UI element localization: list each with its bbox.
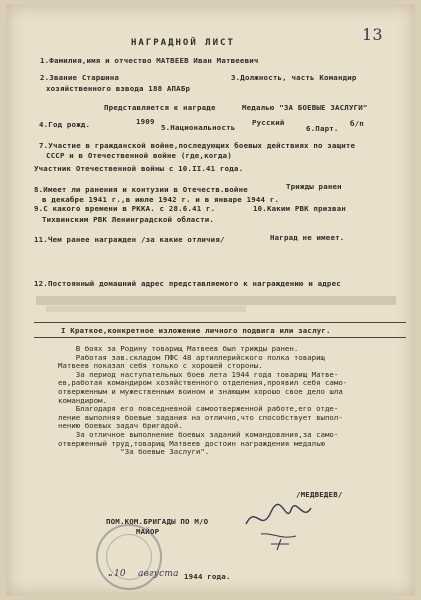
field-birth-year-label: 4.Год рожд. <box>39 120 91 129</box>
summary-heading: I Краткое,конкретное изложение личного подвига или заслуг. <box>61 326 331 335</box>
summary-top-rule <box>34 322 406 323</box>
field-previous-awards-label: 11.Чем ранее награжден /за какие отличия/ <box>34 235 225 244</box>
corner-page-number: 13 <box>362 25 383 44</box>
summary-bottom-rule <box>34 337 406 338</box>
field-birth-year-value: 1909 <box>136 117 155 126</box>
field-wounds-label: 8.Имеет ли ранения и контузии в Отечеств.войне <box>34 185 248 194</box>
signature-title-line2: МАЙОР <box>136 527 160 536</box>
field-draft-office-label: 10.Каким РВК призван <box>253 204 346 213</box>
field-service-history-1: 7.Участие в гражданской войне,последующих боевых действиях по защите <box>39 141 356 150</box>
award-sheet <box>6 4 415 596</box>
redacted-address-line-2 <box>46 306 246 312</box>
field-previous-awards-value: Наград не имеет. <box>270 233 345 242</box>
date-day: 10 <box>114 569 126 579</box>
field-home-address: 12.Постоянный домашний адрес представляемого к награждению и адрес <box>34 279 341 288</box>
nominated-label: Представляется к награде <box>104 103 216 112</box>
field-wounds-value: Трижды ранен <box>286 182 342 191</box>
field-rank: 2.Звание Старшина <box>40 73 120 82</box>
date-year: 1944 года. <box>184 572 231 581</box>
handwritten-signature <box>241 494 331 554</box>
field-service-history-value: Участник Отечественной войны с 10.II.41 года. <box>34 164 244 173</box>
date-month: августа <box>138 569 179 579</box>
field-nationality-label: 5.Национальность <box>161 123 236 132</box>
redacted-address-line <box>36 296 396 305</box>
field-full-name: 1.Фамилия,имя и отчество МАТВЕЕВ Иван Матвеевич <box>40 56 259 65</box>
field-position-continued: хозяйственного взвода 188 АПАБр <box>46 84 191 93</box>
field-wounds-dates: в декабре 1941 г.,в июле 1942 г. и в январе 1944 г. <box>42 195 280 204</box>
signature-name: /МЕДВЕДЕВ/ <box>296 490 343 499</box>
merit-description: В боях за Родину товарищ Матвеев был трижды ранен. Работая зав.складом ПФС 48 артиллерийского полка товарищ Матвеев показал себя только с хорошей стороны. За период наступательных боев лета 1944 года товарищ Матве- ев,работая командиром хозяйственного отделения,проявил себя само- отверженным и мужественным воином и знающим хорошо свое дело шла командиром. Благодаря его повседневной самоотверженной работе,его отде- ление выполняя боевые задания на отлично,что способствует выпол- нению боевых задач бригадой. За отличное выполнение боевых заданий командования,за само- отверженный труд,товарищ Матвеев достоин награждения медалью "За боевые Заслуги". <box>58 344 348 457</box>
nominated-award: Медалью "ЗА БОЕВЫЕ ЗАСЛУГИ" <box>242 103 368 112</box>
field-position: 3.Должность, часть Командир <box>231 73 357 82</box>
field-party-value: б/п <box>350 119 364 128</box>
date-open-quote: " <box>108 572 113 581</box>
unit-stamp <box>96 524 162 590</box>
signature-title-line1: ПОМ.КОМ.БРИГАДЫ ПО М/О <box>106 517 209 526</box>
field-draft-office-value: Тихвинским РВК Ленинградской области. <box>42 215 215 224</box>
field-nationality-value: Русский <box>252 118 285 127</box>
field-service-history-2: СССР и в Отечественной войне (где,когда) <box>46 151 232 160</box>
field-party-label: 6.Парт. <box>306 124 339 133</box>
document-title: НАГРАДНОЙ ЛИСТ <box>131 38 235 48</box>
field-army-since: 9.С какого времени в РККА. с 28.6.41 г. <box>34 204 216 213</box>
